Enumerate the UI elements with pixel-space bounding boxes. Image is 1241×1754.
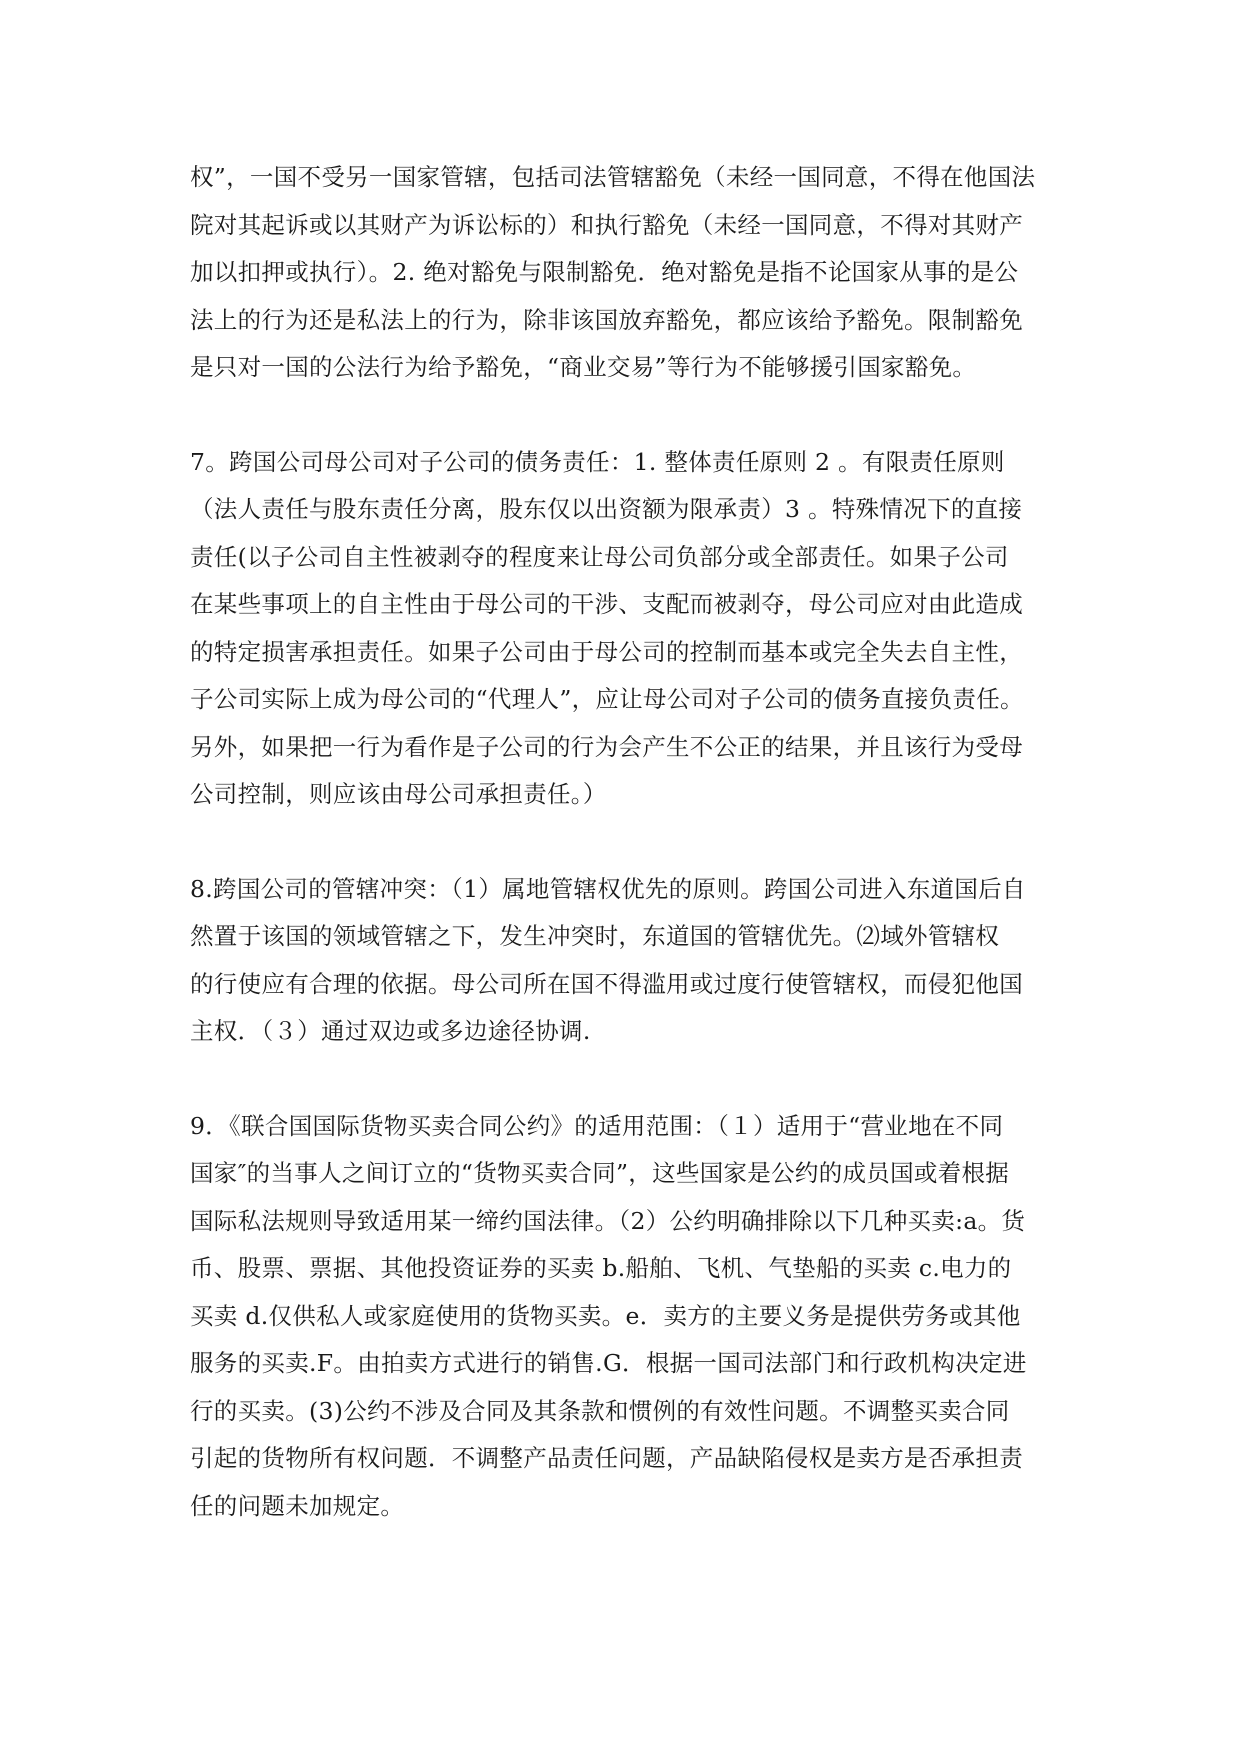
text-line: 行的买卖。(3)公约不涉及合同及其条款和惯例的有效性问题。不调整买卖合同 (190, 1396, 1010, 1425)
text-line: 引起的货物所有权问题．不调整产品责任问题，产品缺陷侵权是卖方是否承担责 (190, 1444, 1023, 1472)
text-line: 任的问题未加规定。 (190, 1491, 405, 1520)
text-line: 服务的买卖.F。由拍卖方式进行的销售.G．根据一国司法部门和行政机构决定进 (190, 1349, 1027, 1377)
text-line: 权”，一国不受另一国家管辖，包括司法管辖豁免（未经一国同意，不得在他国法 (190, 163, 1036, 191)
text-line: 币、股票、票据、其他投资证券的买卖 b.船舶、飞机、气垫船的买卖 c.电力的 (190, 1254, 1012, 1282)
text-line: 国家″的当事人之间订立的“货物买卖合同”，这些国家是公约的成员国或着根据 (190, 1159, 1010, 1187)
text-line: 加以扣押或执行）。2. 绝对豁免与限制豁免．绝对豁免是指不论国家从事的是公 (190, 258, 1019, 286)
text-line: 的行使应有合理的依据。母公司所在国不得滥用或过度行使管辖权，而侵犯他国 (190, 969, 1023, 998)
text-line: 在某些事项上的自主性由于母公司的干涉、支配而被剥夺，母公司应对由此造成 (190, 590, 1023, 618)
text-line: 8.跨国公司的管辖冲突：（1）属地管辖权优先的原则。跨国公司进入东道国后自 (190, 874, 1026, 903)
text-line: 公司控制，则应该由母公司承担责任。） (190, 780, 607, 808)
document-body (190, 154, 1056, 1577)
text-line: 买卖 d.仅供私人或家庭使用的货物买卖。e．卖方的主要义务是提供劳务或其他 (190, 1301, 1021, 1330)
text-line: 子公司实际上成为母公司的“代理人”，应让母公司对子公司的债务直接负责任。 (190, 685, 1024, 713)
text-line: 是只对一国的公法行为给予豁免，“商业交易”等行为不能够援引国家豁免。 (190, 353, 977, 381)
text-line: 国际私法规则导致适用某一缔约国法律。（2）公约明确排除以下几种买卖:a。货 (190, 1206, 1026, 1235)
text-line: 的特定损害承担责任。如果子公司由于母公司的控制而基本或完全失去自主性， (190, 637, 1023, 666)
text-line: 然置于该国的领域管辖之下，发生冲突时，东道国的管辖优先。⑵域外管辖权 (190, 922, 1000, 950)
text-line: 主权．（３）通过双边或多边途径协调. (190, 1017, 591, 1045)
paragraph-sovereign-immunity (190, 154, 1056, 392)
text-line: 7。跨国公司母公司对子公司的债务责任：1. 整体责任原则 2 。有限责任原则 (190, 447, 1005, 476)
text-line: 院对其起诉或以其财产为诉讼标的）和执行豁免（未经一国同意，不得对其财产 (190, 210, 1023, 239)
paragraph-cisg-scope (190, 1103, 1056, 1531)
text-line: 法上的行为还是私法上的行为，除非该国放弃豁免，都应该给予豁免。限制豁免 (190, 305, 1023, 334)
text-line: （法人责任与股东责任分离，股东仅以出资额为限承责）3 。特殊情况下的直接 (190, 495, 1023, 523)
paragraph-parent-liability (190, 439, 1056, 819)
paragraph-jurisdiction-conflict (190, 866, 1056, 1056)
text-line: 9．《联合国国际货物买卖合同公约》的适用范围：（１）适用于“营业地在不同 (190, 1111, 1004, 1140)
text-line: 另外，如果把一行为看作是子公司的行为会产生不公正的结果，并且该行为受母 (190, 732, 1023, 761)
text-line: 责任(以子公司自主性被剥夺的程度来让母公司负部分或全部责任。如果子公司 (190, 542, 1009, 571)
